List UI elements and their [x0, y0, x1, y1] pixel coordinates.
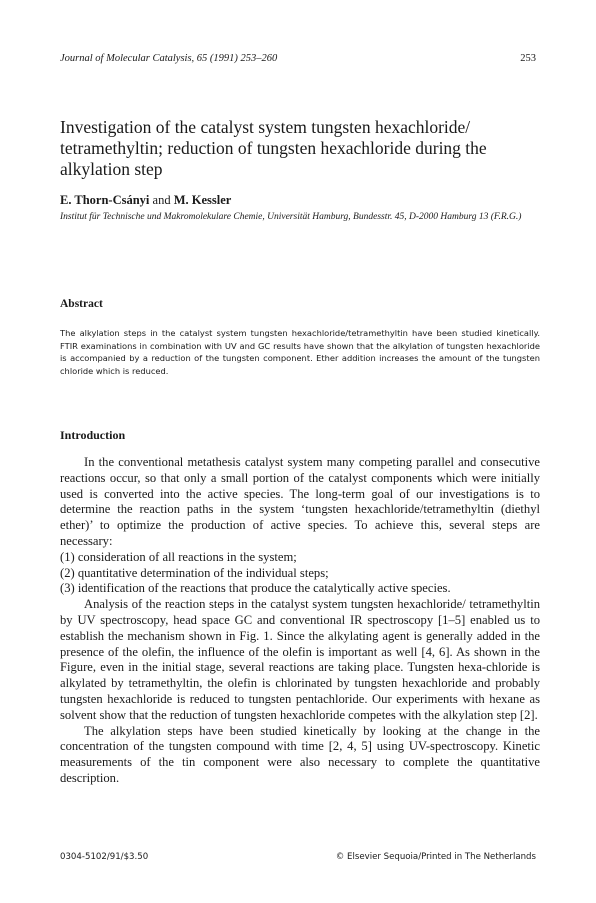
article-title: Investigation of the catalyst system tungsten hexachloride/ tetramethyltin; reduction of tungsten hexachloride during the alkylation step	[60, 117, 487, 179]
author-name: M. Kessler	[173, 193, 232, 207]
list-item: (2) quantitative determination of the individual steps;	[60, 565, 329, 580]
publisher-notice: © Elsevier Sequoia/Printed in The Netherlands	[335, 852, 536, 862]
author-affiliation: Institut für Technische und Makromolekulare Chemie, Universität Hamburg, Bundesstr. 45, D-2000 Hamburg 13 (F.R.G.)	[60, 212, 522, 222]
abstract-text: The alkylation steps in the catalyst system tungsten hexachloride/tetramethyltin have been studied kinetically. FTIR examinations in combination with UV and GC results have shown that the alkylation of tungsten hexachloride is accompanied by a reduction of the tungsten component. Ether addition increases the amount of the tungsten chloride which is reduced.	[60, 328, 540, 376]
introduction-heading: Introduction	[60, 428, 126, 442]
page-number: 253	[520, 53, 536, 64]
introduction-paragraph: Analysis of the reaction steps in the catalyst system tungsten hexachloride/ tetramethyltin by UV spectroscopy, head space GC and conventional IR spectroscopy [1–5] enabled us to establish the mechanism shown in Fig. 1. Since the alkylating agent is generally added in the presence of the olefin, the influence of the olefin is important as well [4, 6]. As shown in the Figure, even in the initial stage, several reactions are taking place. Tungsten hexa-chloride is alkylated by tetramethyltin, the olefin is chlorinated by tungsten hexachloride and probably tungsten hexachloride is reduced to tungsten pentachloride. Our experiments with hexane as solvent show that the reduction of tungsten hexachloride competes with the alkylation step [2].	[60, 597, 540, 722]
list-item: (3) identification of the reactions that produce the catalytically active species.	[60, 581, 451, 596]
running-head	[60, 53, 536, 67]
steps-list	[60, 550, 540, 597]
list-item: (1) consideration of all reactions in the system;	[60, 549, 297, 564]
introduction-paragraph: The alkylation steps have been studied kinetically by looking at the change in the concentration of the tungsten compound with time [2, 4, 5] using UV-spectroscopy. Kinetic measurements of the tin component were also necessary to complete the quantitative description.	[60, 723, 540, 785]
introduction-paragraph: In the conventional metathesis catalyst system many competing parallel and consecutive reactions occur, so that only a small portion of the catalyst components which were initially used is converted into the active species. The long-term goal of our investigations is to determine the reaction paths in the system ‘tungsten hexachloride/tetramethyltin (diethyl ether)’ to optimize the production of active species. To achieve this, several steps are necessary:	[60, 455, 540, 548]
abstract-heading: Abstract	[60, 298, 103, 310]
introduction-body	[60, 455, 540, 787]
author-line	[60, 193, 231, 208]
page-footer	[60, 852, 536, 866]
journal-citation: Journal of Molecular Catalysis, 65 (1991) 253–260	[60, 53, 278, 64]
author-connector: and	[149, 193, 174, 207]
author-name: E. Thorn-Csányi	[60, 193, 150, 207]
publication-code: 0304-5102/91/$3.50	[60, 852, 149, 862]
